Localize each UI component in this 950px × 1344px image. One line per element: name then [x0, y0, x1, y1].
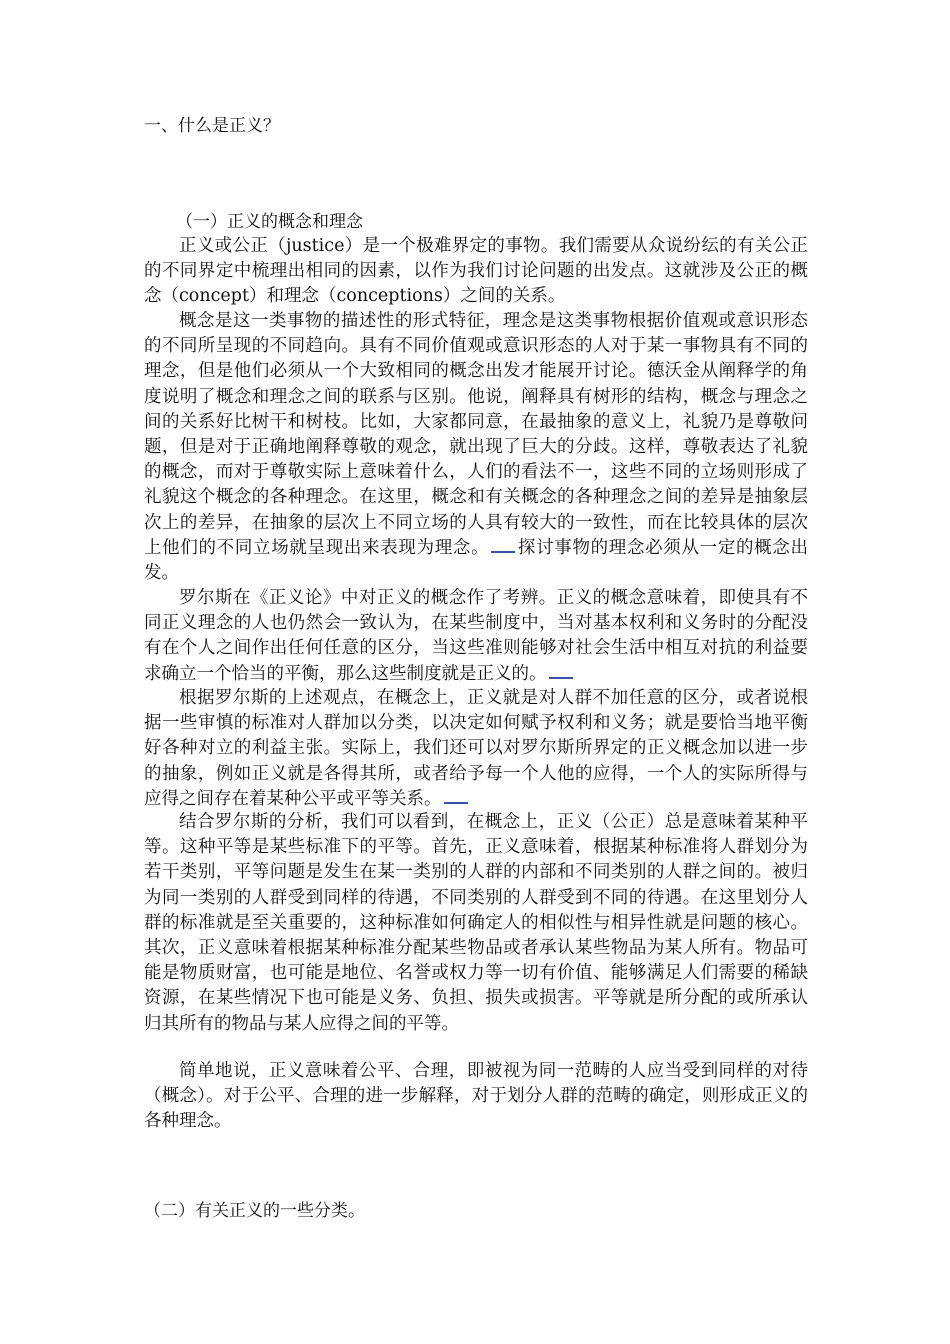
paragraph-text: 结合罗尔斯的分析，我们可以看到，在概念上，正义（公正）总是意味着某种平等。这种平等是某些标准下的平等。首先，正义意味着，根据某种标准将人群划分为若干类别，平等问题是发生在某一类别的人群的内部和不同类别的人群之间的。被归为同一类别的人群受到同样的待遇，不同类别的人群受到不同的待遇。在这里划分人群的标准就是至关重要的，这种标准如何确定人的相似性与相异性就是问题的核心。其次，正义意味着根据某种标准分配某些物品或者承认某些物品为某人所有。物品可能是物质财富，也可能是地位、名誉或权力等一切有价值、能够满足人们需要的稀缺资源，在某些情况下也可能是义务、负担、损失或损害。平等就是所分配的或所承认归其所有的物品与某人应得之间的平等。 [144, 812, 808, 1034]
footnote-link[interactable] [444, 787, 468, 804]
paragraph-text: 正义或公正（justice）是一个极难界定的事物。我们需要从众说纷纭的有关公正的不同界定中梳理出相同的因素，以作为我们讨论问题的出发点。这就涉及公正的概念（concept）和理念（conceptions）之间的关系。 [144, 236, 808, 307]
paragraph-text: 概念是这一类事物的描述性的形式特征，理念是这类事物根据价值观或意识形态的不同所呈现的不同趋向。具有不同价值观或意识形态的人对于某一事物具有不同的理念，但是他们必须从一个大致相同的概念出发才能展开讨论。德沃金从阐释学的角度说明了概念和理念之间的联系与区别。他说，阐释具有树形的结构，概念与理念之间的关系好比树干和树枝。比如，大家都同意，在最抽象的意义上，礼貌乃是尊敬问题，但是对于正确地阐释尊敬的观念，就出现了巨大的分歧。这样，尊敬表达了礼貌的概念，而对于尊敬实际上意味着什么，人们的看法不一，这些不同的立场则形成了礼貌这个概念的各种理念。在这里，概念和有关概念的各种理念之间的差异是抽象层次上的差异，在抽象的层次上不同立场的人具有较大的一致性，而在比较具体的层次上他们的不同立场就呈现出来表现为理念。 [144, 311, 808, 558]
paragraph-rawls-view [144, 686, 808, 812]
paragraph-concept-vs-conception [144, 309, 808, 586]
paragraph-justice-definition [144, 234, 808, 310]
subsection-heading-2: （二）有关正义的一些分类。 [144, 1201, 365, 1221]
paragraph-rawls [144, 586, 808, 687]
paragraph-text: 罗尔斯在《正义论》中对正义的概念作了考辨。正义的概念意味着，即使具有不同正义理念的人也仍然会一致认为，在某些制度中，当对基本权利和义务时的分配没有在个人之间作出任何任意的区分，当这些准则能够对社会生活中相互对抗的利益要求确立一个恰当的平衡，那么这些制度就是正义的。 [144, 588, 808, 684]
paragraph-equality [144, 810, 808, 1037]
section-heading: 一、什么是正义？ [144, 116, 280, 136]
paragraph-text: 简单地说，正义意味着公平、合理，即被视为同一范畴的人应当受到同样的对待（概念）。对于公平、合理的进一步解释，对于划分人群的范畴的确定，则形成正义的各种理念。 [144, 1061, 808, 1132]
paragraph-text: 根据罗尔斯的上述观点，在概念上，正义就是对人群不加任意的区分，或者说根据一些审慎的标准对人群加以分类，以决定如何赋予权利和义务；就是要恰当地平衡好各种对立的利益主张。实际上，我们还可以对罗尔斯所界定的正义概念加以进一步的抽象，例如正义就是各得其所，或者给予每一个人他的应得，一个人的实际所得与应得之间存在着某种公平或平等关系。 [144, 688, 808, 809]
footnote-link[interactable] [549, 662, 573, 679]
footnote-link[interactable] [491, 536, 515, 553]
paragraph-text-tail: 探讨事物的理念必须从一定的概念出发。 [144, 537, 809, 584]
subsection-heading-1: （一）正义的概念和理念 [176, 212, 363, 232]
paragraph-summary [144, 1059, 808, 1135]
